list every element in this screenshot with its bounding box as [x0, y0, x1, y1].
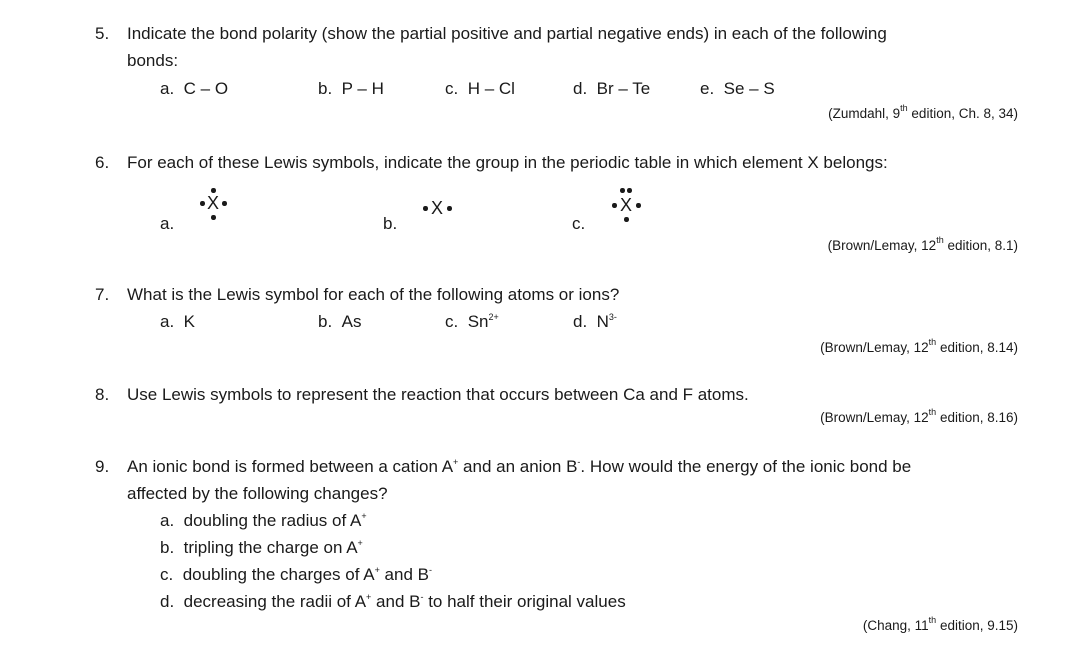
q6-option-b-label: b.	[383, 214, 398, 233]
q6-option-a-label: a.	[160, 214, 175, 233]
q8-number: 8.	[95, 385, 110, 404]
q6-lewis-symbol-b: X	[430, 199, 444, 219]
q5-option-a: a. C – O	[160, 79, 229, 98]
q7-citation: (Brown/Lemay, 12th edition, 8.14)	[820, 337, 1018, 355]
q5-text-cont: bonds:	[127, 51, 179, 70]
q7-text: What is the Lewis symbol for each of the following atoms or ions?	[127, 285, 620, 304]
q5-option-c: c. H – Cl	[445, 79, 515, 98]
q7-option-c: c. $Sn^{2+}$	[445, 312, 499, 331]
q7-option-a: a. K	[160, 312, 195, 331]
q6-lewis-symbol-a: X	[206, 186, 220, 222]
q9-option-d: d. decreasing the radii of A+ and B- to half their original values	[160, 592, 626, 611]
q6-option-c-label: c.	[572, 214, 586, 233]
q7-option-b: b. As	[318, 312, 362, 331]
q9-option-b: b. tripling the charge on A+	[160, 538, 363, 557]
q8-citation: (Brown/Lemay, 12th edition, 8.16)	[820, 407, 1018, 425]
q9-option-a: a. doubling the radius of A+	[160, 511, 367, 530]
q5-option-e: e. Se – S	[700, 79, 775, 98]
q8-text: Use Lewis symbols to represent the reaction that occurs between Ca and F atoms.	[127, 385, 749, 404]
q9-citation: (Chang, 11th edition, 9.15)	[862, 615, 1018, 633]
q7-option-d: d. $N^{3-}$	[573, 312, 617, 331]
q9-text: An ionic bond is formed between a cation A+ and an anion B-. How would the energy of the ionic bond be	[127, 457, 912, 476]
q9-option-c: c. doubling the charges of A+ and B-	[160, 565, 432, 584]
q5-citation: (Zumdahl, 9th edition, Ch. 8, 34)	[828, 103, 1018, 121]
q9-number: 9.	[95, 457, 110, 476]
q9-text-cont: affected by the following changes?	[127, 484, 388, 503]
q5-text: Indicate the bond polarity (show the partial positive and partial negative ends) in each of the following	[127, 24, 887, 43]
q6-text: For each of these Lewis symbols, indicate the group in the periodic table in which element X belongs:	[127, 153, 888, 172]
q6-citation: (Brown/Lemay, 12th edition, 8.1)	[827, 235, 1018, 253]
q6-number: 6.	[95, 153, 110, 172]
q5-option-d: d. Br – Te	[573, 79, 651, 98]
q5-number: 5.	[95, 24, 110, 43]
q6-lewis-symbol-c: X	[619, 186, 633, 226]
q7-number: 7.	[95, 285, 110, 304]
q5-option-b: b. P – H	[318, 79, 384, 98]
